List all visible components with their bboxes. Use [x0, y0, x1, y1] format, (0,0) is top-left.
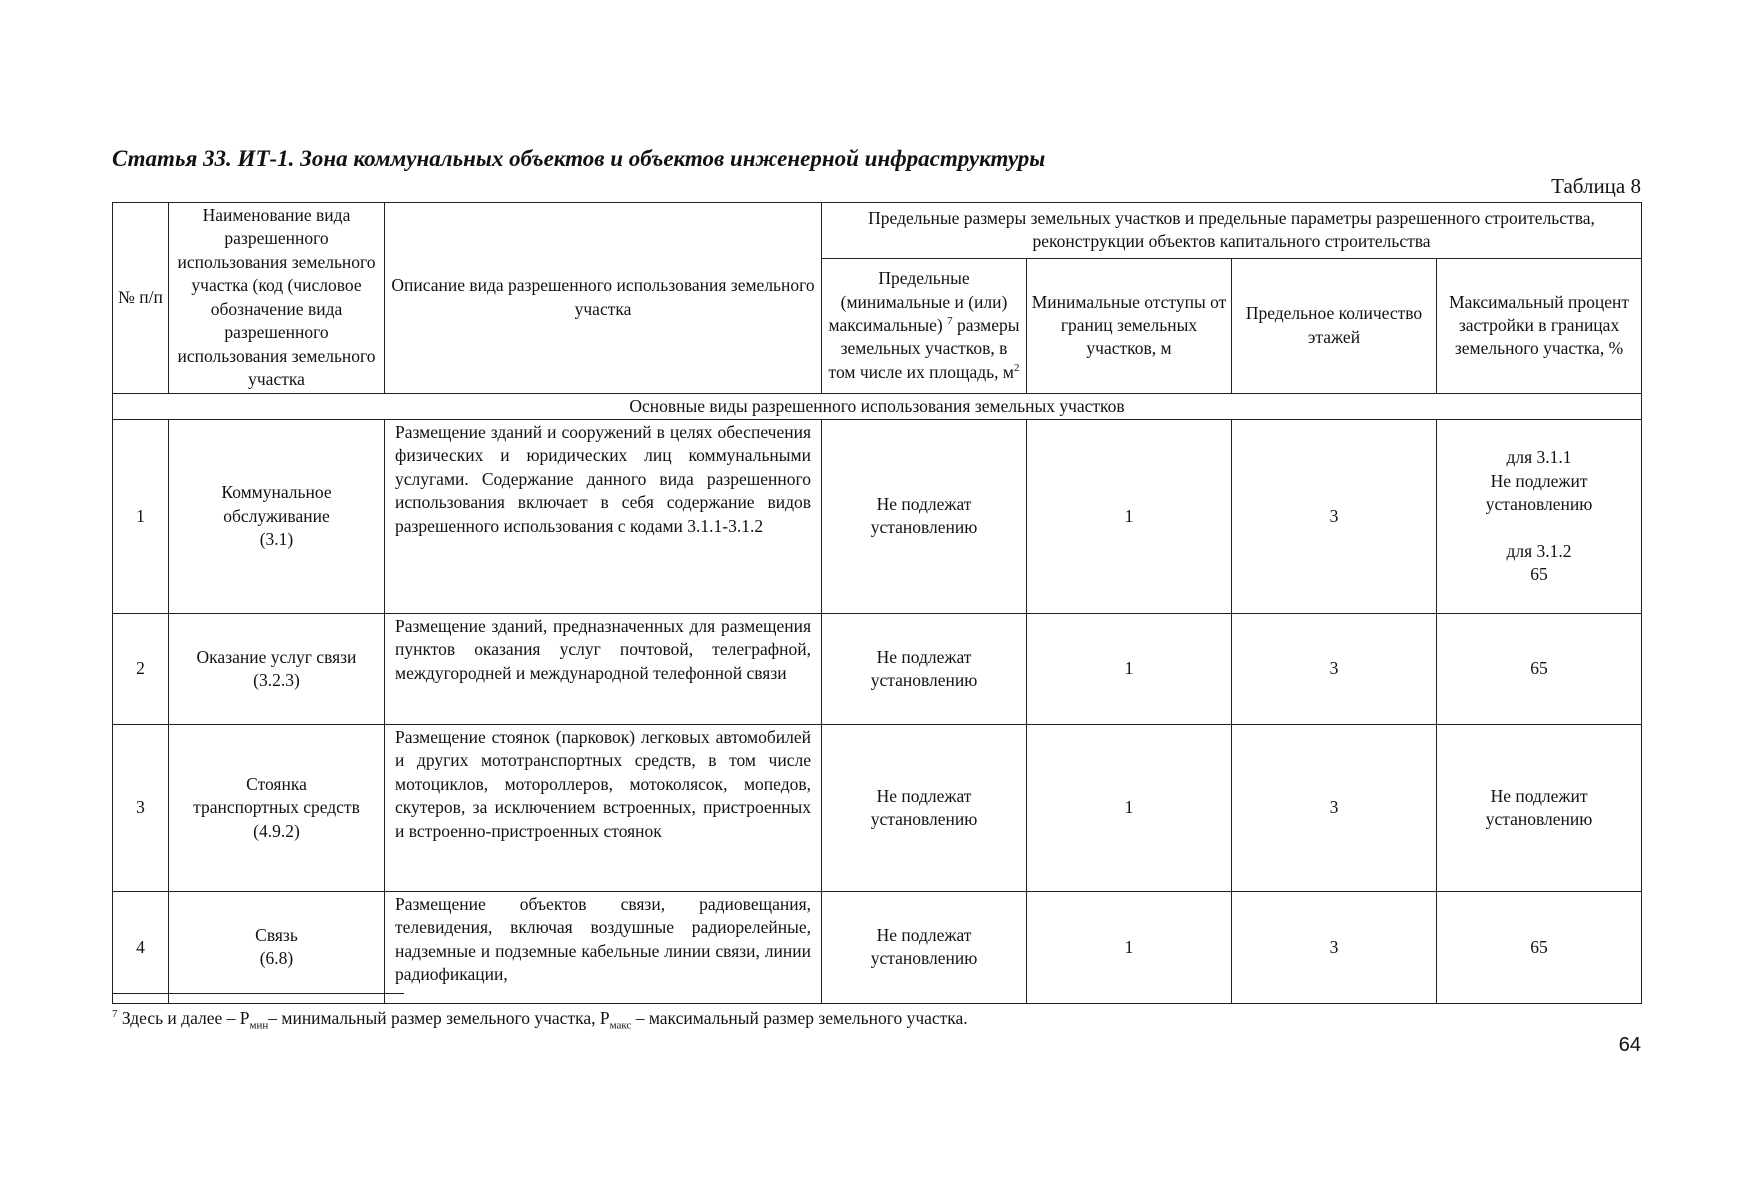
use-name-line: транспортных средств — [193, 797, 360, 818]
header-params-group: Предельные размеры земельных участков и предельные параметры разрешенного строительства, реконструкции объектов капитального строительства — [822, 203, 1642, 259]
row-number: 2 — [113, 613, 169, 724]
use-name-line: (3.2.3) — [253, 669, 300, 690]
table-row — [113, 613, 1642, 724]
section-row — [113, 393, 1642, 419]
max-floors: 3 — [1232, 891, 1437, 1003]
min-setback: 1 — [1027, 891, 1232, 1003]
zoning-table — [112, 202, 1642, 1004]
footnote-ref-mark: 7 — [947, 315, 953, 328]
use-name — [169, 724, 385, 891]
page-number: 64 — [1618, 1034, 1641, 1056]
row-number: 1 — [113, 419, 169, 613]
use-name-line: (3.1) — [259, 529, 294, 550]
max-floors: 3 — [1232, 724, 1437, 891]
table-row — [113, 724, 1642, 891]
size-limits: Не подлежат установлению — [822, 613, 1027, 724]
min-setback: 1 — [1027, 613, 1232, 724]
coverage-line: 65 — [1530, 658, 1548, 679]
header-size-rest: размеры земельных участков, в том числе их площадь, м — [828, 314, 1020, 382]
coverage-line: для 3.1.1 — [1506, 447, 1572, 468]
table-row — [113, 891, 1642, 1003]
use-description: Размещение зданий и сооружений в целях обеспечения физических и юридических лиц коммунальными услугами. Содержание данного вида разрешенного использования включает в себя содержание видов разрешенного использования с кодами 3.1.1-3.1.2 — [385, 419, 822, 613]
use-description: Размещение объектов связи, радиовещания, телевидения, включая воздушные радиорелейные, надземные и подземные кабельные линии связи, линии радиофикации, — [385, 891, 822, 1003]
coverage-line: 65 — [1530, 936, 1548, 957]
table-body — [113, 393, 1642, 1003]
use-name-line: (4.9.2) — [253, 820, 300, 841]
header-description: Описание вида разрешенного использования земельного участка — [385, 203, 822, 394]
header-floors: Предельное количество этажей — [1232, 258, 1437, 393]
coverage-line: 65 — [1530, 564, 1548, 585]
use-name — [169, 613, 385, 724]
use-description: Размещение стоянок (парковок) легковых автомобилей и других мототранспортных средств, в том числе мотоциклов, мотороллеров, мотоколясок, мопедов, скутеров, за исключением встроенных, пристроенных и встроенно-пристроенных стоянок — [385, 724, 822, 891]
use-name-line: (6.8) — [259, 948, 294, 969]
footnote-text-middle: – минимальный размер земельного участка, P — [268, 1008, 610, 1028]
table-label: Таблица 8 — [1551, 174, 1641, 198]
use-description: Размещение зданий, предназначенных для размещения пунктов оказания услуг почтовой, телеграфной, междугородней и международной телефонной связи — [385, 613, 822, 724]
use-name — [169, 419, 385, 613]
use-name-line: Оказание услуг связи — [196, 646, 357, 667]
footnote-min-subscript: мин — [249, 1019, 269, 1032]
row-number: 4 — [113, 891, 169, 1003]
max-floors: 3 — [1232, 613, 1437, 724]
article-title: Статья 33. ИТ-1. Зона коммунальных объектов и объектов инженерной инфраструктуры — [112, 146, 1046, 171]
max-coverage — [1437, 613, 1642, 724]
use-name — [169, 891, 385, 1003]
header-name: Наименование вида разрешенного использования земельного участка (код (числовое обозначение вида разрешенного использования земельного участка — [169, 203, 385, 394]
coverage-line: установлению — [1485, 494, 1593, 514]
min-setback: 1 — [1027, 419, 1232, 613]
footnote-number: 7 — [112, 1008, 118, 1021]
max-floors: 3 — [1232, 419, 1437, 613]
size-limits: Не подлежат установлению — [822, 419, 1027, 613]
footnote-text-start: Здесь и далее – P — [117, 1008, 250, 1028]
coverage-line: Не подлежит — [1490, 470, 1588, 491]
coverage-line: установлению — [1485, 808, 1593, 829]
use-name-line: Стоянка — [246, 773, 307, 794]
coverage-line: для 3.1.2 — [1506, 540, 1572, 561]
header-row-top — [113, 203, 1642, 259]
unit-superscript: 2 — [1013, 362, 1020, 374]
header-num: № п/п — [113, 203, 169, 394]
header-setbacks: Минимальные отступы от границ земельных участков, м — [1027, 258, 1232, 393]
use-name-line: Связь — [255, 925, 298, 945]
footnote-divider — [112, 993, 404, 994]
max-coverage — [1437, 891, 1642, 1003]
header-size-main: Предельные (минимальные и (или) максимальные) — [828, 268, 1008, 335]
size-limits: Не подлежат установлению — [822, 724, 1027, 891]
section-title: Основные виды разрешенного использования земельных участков — [113, 393, 1642, 419]
max-coverage — [1437, 724, 1642, 891]
header-coverage: Максимальный процент застройки в границах земельного участка, % — [1437, 258, 1642, 393]
footnote-max-subscript: макс — [609, 1019, 632, 1032]
row-number: 3 — [113, 724, 169, 891]
coverage-line — [1441, 516, 1637, 539]
use-name-line: Коммунальное — [221, 482, 332, 503]
table-row — [113, 419, 1642, 613]
footnote-text-end: – максимальный размер земельного участка. — [631, 1008, 968, 1028]
max-coverage — [1437, 419, 1642, 613]
min-setback: 1 — [1027, 724, 1232, 891]
use-name-line: обслуживание — [223, 505, 330, 526]
coverage-line: Не подлежит — [1490, 785, 1588, 806]
footnote — [112, 1008, 968, 1032]
size-limits: Не подлежат установлению — [822, 891, 1027, 1003]
header-size — [822, 258, 1027, 393]
